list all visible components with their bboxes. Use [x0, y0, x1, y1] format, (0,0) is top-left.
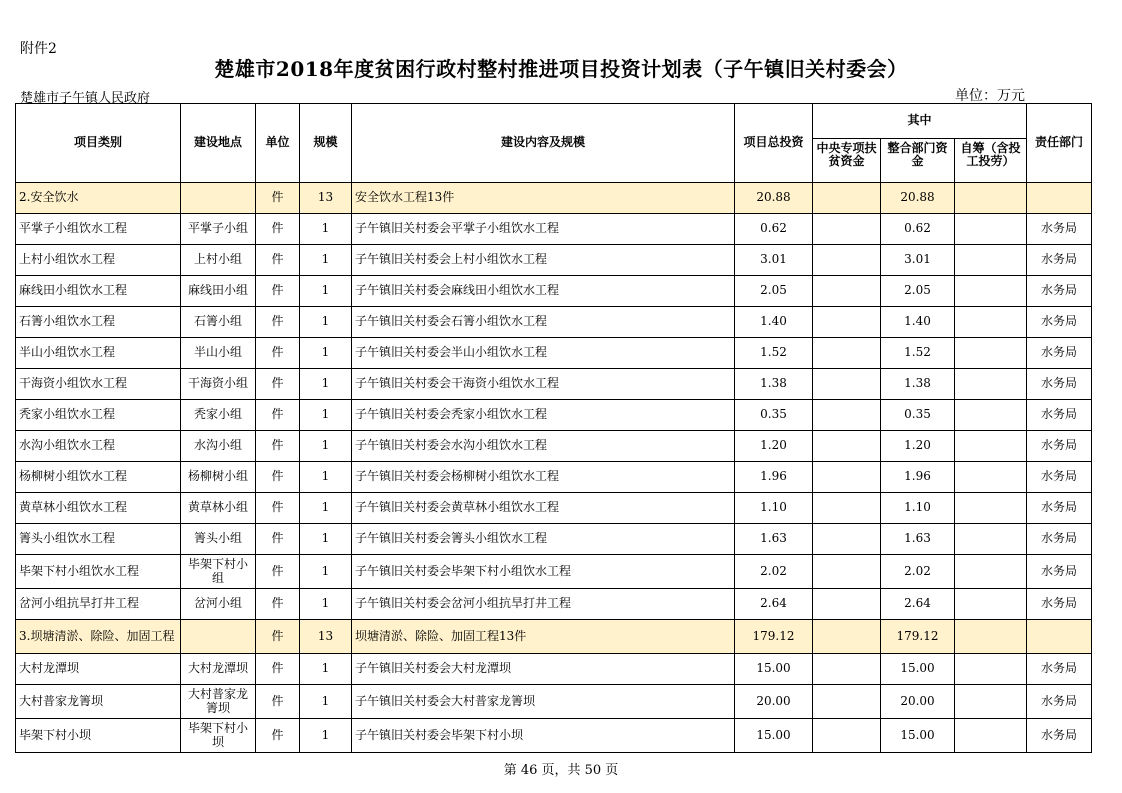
- row-central: [813, 276, 881, 307]
- row-content: 子午镇旧关村委会石箐小组饮水工程: [352, 307, 735, 338]
- table-row: [16, 276, 1092, 307]
- row-total: 0.35: [735, 400, 813, 431]
- row-category: 半山小组饮水工程: [16, 338, 181, 369]
- row-self: [955, 493, 1027, 524]
- row-scale: 1: [300, 493, 352, 524]
- row-self: [955, 369, 1027, 400]
- row-total: 15.00: [735, 719, 813, 753]
- row-unit: 件: [256, 338, 300, 369]
- row-integrated: 2.02: [881, 555, 955, 589]
- row-central: [813, 719, 881, 753]
- row-unit: 件: [256, 654, 300, 685]
- row-content: 子午镇旧关村委会大村龙潭坝: [352, 654, 735, 685]
- table-row: [16, 431, 1092, 462]
- row-central: [813, 431, 881, 462]
- row-content: 子午镇旧关村委会水沟小组饮水工程: [352, 431, 735, 462]
- header-integrated: 整合部门资金: [881, 139, 955, 183]
- row-central: [813, 462, 881, 493]
- row-location: 麻线田小组: [181, 276, 256, 307]
- row-dept: 水务局: [1027, 555, 1092, 589]
- table-row: [16, 338, 1092, 369]
- row-scale: 1: [300, 589, 352, 620]
- row-dept: 水务局: [1027, 654, 1092, 685]
- row-dept: [1027, 183, 1092, 214]
- table-row: [16, 555, 1092, 589]
- row-total: 2.02: [735, 555, 813, 589]
- row-integrated: 1.52: [881, 338, 955, 369]
- row-content: 子午镇旧关村委会毕架下村小组饮水工程: [352, 555, 735, 589]
- header-unit: 单位: [256, 104, 300, 183]
- row-unit: 件: [256, 400, 300, 431]
- row-integrated: 1.40: [881, 307, 955, 338]
- row-central: [813, 307, 881, 338]
- row-central: [813, 338, 881, 369]
- row-total: 2.05: [735, 276, 813, 307]
- row-dept: 水务局: [1027, 245, 1092, 276]
- row-dept: 水务局: [1027, 719, 1092, 753]
- row-integrated: 179.12: [881, 620, 955, 654]
- row-unit: 件: [256, 685, 300, 719]
- row-total: 1.96: [735, 462, 813, 493]
- row-dept: 水务局: [1027, 338, 1092, 369]
- row-category: 大村普家龙箐坝: [16, 685, 181, 719]
- row-location: 水沟小组: [181, 431, 256, 462]
- row-content: 子午镇旧关村委会半山小组饮水工程: [352, 338, 735, 369]
- row-total: 1.20: [735, 431, 813, 462]
- row-category: 麻线田小组饮水工程: [16, 276, 181, 307]
- row-total: 1.38: [735, 369, 813, 400]
- row-unit: 件: [256, 245, 300, 276]
- row-dept: 水务局: [1027, 276, 1092, 307]
- row-content: 坝塘清淤、除险、加固工程13件: [352, 620, 735, 654]
- organization-name: 楚雄市子午镇人民政府: [20, 91, 151, 106]
- row-central: [813, 245, 881, 276]
- row-unit: 件: [256, 589, 300, 620]
- row-central: [813, 400, 881, 431]
- row-self: [955, 555, 1027, 589]
- header-self: 自筹（含投工投劳）: [955, 139, 1027, 183]
- row-central: [813, 524, 881, 555]
- row-dept: 水务局: [1027, 431, 1092, 462]
- row-scale: 1: [300, 369, 352, 400]
- row-location: 毕架下村小组: [181, 555, 256, 589]
- row-total: 15.00: [735, 654, 813, 685]
- row-unit: 件: [256, 719, 300, 753]
- category-row: [16, 620, 1092, 654]
- currency-unit: 单位：万元: [955, 88, 1025, 104]
- row-self: [955, 685, 1027, 719]
- row-integrated: 2.64: [881, 589, 955, 620]
- table-row: [16, 307, 1092, 338]
- row-central: [813, 654, 881, 685]
- row-scale: 1: [300, 400, 352, 431]
- row-dept: 水务局: [1027, 462, 1092, 493]
- row-dept: 水务局: [1027, 369, 1092, 400]
- row-location: 黄草林小组: [181, 493, 256, 524]
- row-self: [955, 245, 1027, 276]
- header-central: 中央专项扶贫资金: [813, 139, 881, 183]
- row-category: 黄草林小组饮水工程: [16, 493, 181, 524]
- row-total: 20.88: [735, 183, 813, 214]
- header-location: 建设地点: [181, 104, 256, 183]
- row-location: [181, 620, 256, 654]
- row-total: 2.64: [735, 589, 813, 620]
- row-content: 子午镇旧关村委会大村普家龙箐坝: [352, 685, 735, 719]
- row-unit: 件: [256, 555, 300, 589]
- row-dept: 水务局: [1027, 307, 1092, 338]
- row-central: [813, 493, 881, 524]
- row-scale: 1: [300, 245, 352, 276]
- table-row: [16, 719, 1092, 753]
- row-scale: 1: [300, 555, 352, 589]
- row-scale: 1: [300, 307, 352, 338]
- row-self: [955, 338, 1027, 369]
- row-unit: 件: [256, 524, 300, 555]
- row-unit: 件: [256, 462, 300, 493]
- row-central: [813, 555, 881, 589]
- row-total: 1.63: [735, 524, 813, 555]
- row-integrated: 20.00: [881, 685, 955, 719]
- row-category: 毕架下村小组饮水工程: [16, 555, 181, 589]
- attachment-label: 附件2: [20, 41, 57, 57]
- row-self: [955, 183, 1027, 214]
- row-location: 平掌子小组: [181, 214, 256, 245]
- row-unit: 件: [256, 183, 300, 214]
- row-unit: 件: [256, 431, 300, 462]
- header-category: 项目类别: [16, 104, 181, 183]
- row-scale: 1: [300, 524, 352, 555]
- table-row: [16, 524, 1092, 555]
- table-row: [16, 214, 1092, 245]
- table-row: [16, 493, 1092, 524]
- row-dept: [1027, 620, 1092, 654]
- row-content: 子午镇旧关村委会毕架下村小坝: [352, 719, 735, 753]
- row-central: [813, 589, 881, 620]
- row-integrated: 0.62: [881, 214, 955, 245]
- document-title: 楚雄市2018年度贫困行政村整村推进项目投资计划表（子午镇旧关村委会）: [214, 57, 908, 81]
- row-unit: 件: [256, 307, 300, 338]
- table-row: [16, 462, 1092, 493]
- row-central: [813, 214, 881, 245]
- row-category: 水沟小组饮水工程: [16, 431, 181, 462]
- row-category: 大村龙潭坝: [16, 654, 181, 685]
- row-unit: 件: [256, 214, 300, 245]
- row-category: 石箐小组饮水工程: [16, 307, 181, 338]
- row-central: [813, 183, 881, 214]
- row-location: 大村普家龙箐坝: [181, 685, 256, 719]
- row-integrated: 15.00: [881, 654, 955, 685]
- row-category: 2.安全饮水: [16, 183, 181, 214]
- table-row: [16, 654, 1092, 685]
- row-integrated: 15.00: [881, 719, 955, 753]
- row-unit: 件: [256, 620, 300, 654]
- table-row: [16, 369, 1092, 400]
- row-content: 子午镇旧关村委会上村小组饮水工程: [352, 245, 735, 276]
- row-content: 子午镇旧关村委会箐头小组饮水工程: [352, 524, 735, 555]
- row-dept: 水务局: [1027, 400, 1092, 431]
- row-location: 岔河小组: [181, 589, 256, 620]
- row-scale: 1: [300, 462, 352, 493]
- row-self: [955, 719, 1027, 753]
- row-scale: 13: [300, 183, 352, 214]
- row-total: 20.00: [735, 685, 813, 719]
- category-row: [16, 183, 1092, 214]
- table-row: [16, 685, 1092, 719]
- row-location: 上村小组: [181, 245, 256, 276]
- row-dept: 水务局: [1027, 524, 1092, 555]
- row-scale: 1: [300, 214, 352, 245]
- header-scale: 规模: [300, 104, 352, 183]
- row-integrated: 20.88: [881, 183, 955, 214]
- row-scale: 1: [300, 431, 352, 462]
- row-integrated: 2.05: [881, 276, 955, 307]
- row-scale: 13: [300, 620, 352, 654]
- row-integrated: 3.01: [881, 245, 955, 276]
- row-content: 安全饮水工程13件: [352, 183, 735, 214]
- row-scale: 1: [300, 654, 352, 685]
- row-unit: 件: [256, 276, 300, 307]
- row-integrated: 0.35: [881, 400, 955, 431]
- row-central: [813, 620, 881, 654]
- row-total: 179.12: [735, 620, 813, 654]
- row-dept: 水务局: [1027, 214, 1092, 245]
- row-category: 干海资小组饮水工程: [16, 369, 181, 400]
- row-integrated: 1.63: [881, 524, 955, 555]
- row-self: [955, 654, 1027, 685]
- header-total: 项目总投资: [735, 104, 813, 183]
- row-self: [955, 214, 1027, 245]
- row-scale: 1: [300, 276, 352, 307]
- page-number: 第 46 页，共 50 页: [503, 763, 619, 778]
- row-category: 毕架下村小坝: [16, 719, 181, 753]
- row-total: 0.62: [735, 214, 813, 245]
- row-unit: 件: [256, 493, 300, 524]
- table-row: [16, 589, 1092, 620]
- row-content: 子午镇旧关村委会杨柳树小组饮水工程: [352, 462, 735, 493]
- row-location: 干海资小组: [181, 369, 256, 400]
- row-integrated: 1.10: [881, 493, 955, 524]
- row-category: 3.坝塘清淤、除险、加固工程: [16, 620, 181, 654]
- row-self: [955, 589, 1027, 620]
- row-location: 石箐小组: [181, 307, 256, 338]
- row-category: 岔河小组抗旱打井工程: [16, 589, 181, 620]
- table-body: [16, 183, 1092, 753]
- row-content: 子午镇旧关村委会麻线田小组饮水工程: [352, 276, 735, 307]
- row-scale: 1: [300, 685, 352, 719]
- row-location: 半山小组: [181, 338, 256, 369]
- row-content: 子午镇旧关村委会秃家小组饮水工程: [352, 400, 735, 431]
- row-self: [955, 620, 1027, 654]
- row-integrated: 1.20: [881, 431, 955, 462]
- row-category: 秃家小组饮水工程: [16, 400, 181, 431]
- row-location: [181, 183, 256, 214]
- row-total: 3.01: [735, 245, 813, 276]
- row-category: 平掌子小组饮水工程: [16, 214, 181, 245]
- header-among: 其中: [813, 104, 1027, 139]
- row-central: [813, 369, 881, 400]
- investment-plan-table: [15, 103, 1092, 753]
- row-self: [955, 524, 1027, 555]
- row-scale: 1: [300, 338, 352, 369]
- row-self: [955, 307, 1027, 338]
- table-row: [16, 400, 1092, 431]
- header-content: 建设内容及规模: [352, 104, 735, 183]
- row-integrated: 1.96: [881, 462, 955, 493]
- row-total: 1.10: [735, 493, 813, 524]
- row-content: 子午镇旧关村委会岔河小组抗旱打井工程: [352, 589, 735, 620]
- row-total: 1.52: [735, 338, 813, 369]
- row-content: 子午镇旧关村委会平掌子小组饮水工程: [352, 214, 735, 245]
- row-dept: 水务局: [1027, 685, 1092, 719]
- row-category: 杨柳树小组饮水工程: [16, 462, 181, 493]
- row-location: 毕架下村小坝: [181, 719, 256, 753]
- row-self: [955, 400, 1027, 431]
- row-content: 子午镇旧关村委会黄草林小组饮水工程: [352, 493, 735, 524]
- row-content: 子午镇旧关村委会干海资小组饮水工程: [352, 369, 735, 400]
- row-total: 1.40: [735, 307, 813, 338]
- table-row: [16, 245, 1092, 276]
- row-self: [955, 431, 1027, 462]
- header-dept: 责任部门: [1027, 104, 1092, 183]
- row-unit: 件: [256, 369, 300, 400]
- row-dept: 水务局: [1027, 493, 1092, 524]
- row-category: 上村小组饮水工程: [16, 245, 181, 276]
- row-category: 箐头小组饮水工程: [16, 524, 181, 555]
- row-location: 杨柳树小组: [181, 462, 256, 493]
- row-central: [813, 685, 881, 719]
- row-self: [955, 462, 1027, 493]
- row-location: 大村龙潭坝: [181, 654, 256, 685]
- row-integrated: 1.38: [881, 369, 955, 400]
- row-location: 秃家小组: [181, 400, 256, 431]
- row-location: 箐头小组: [181, 524, 256, 555]
- row-scale: 1: [300, 719, 352, 753]
- row-self: [955, 276, 1027, 307]
- row-dept: 水务局: [1027, 589, 1092, 620]
